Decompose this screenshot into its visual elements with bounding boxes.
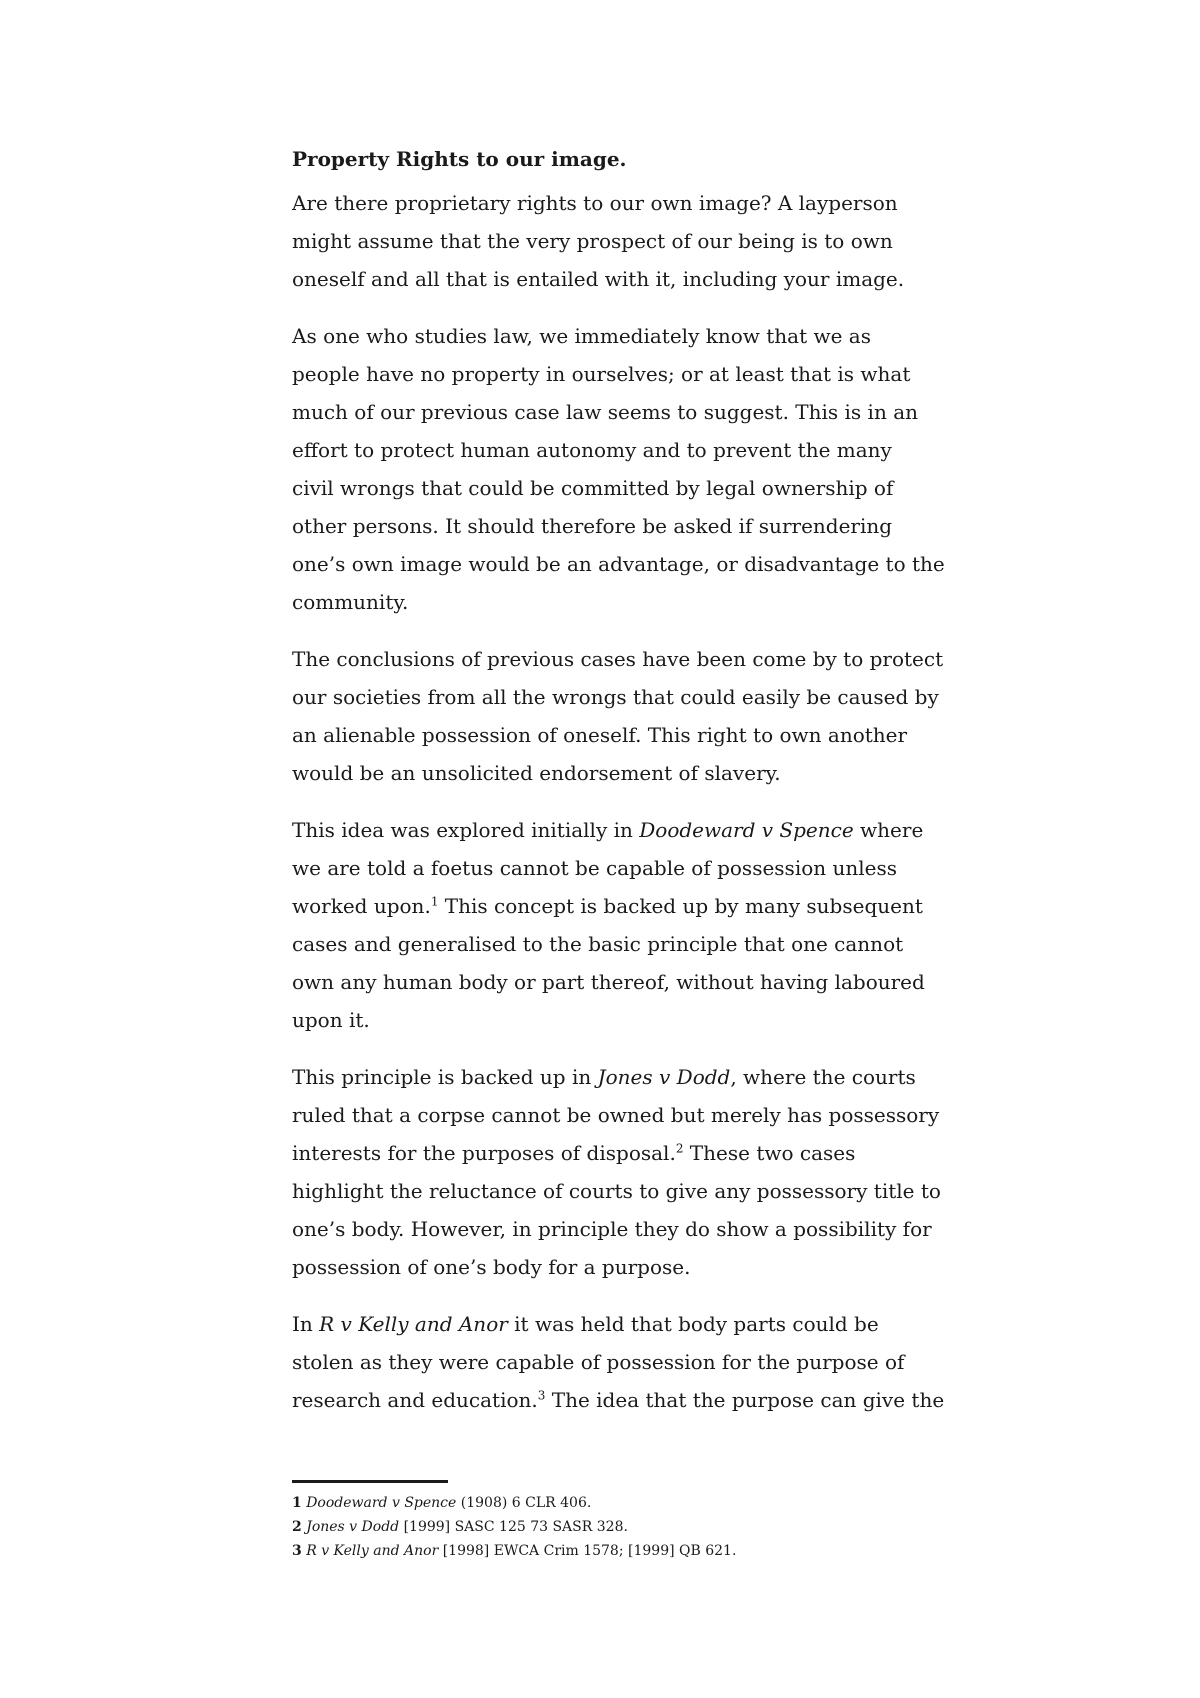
case-name: Jones v Dodd [597,1065,731,1089]
paragraph-1 [292,184,932,298]
text-segment: it was held that body parts could be [507,1312,879,1336]
text-line: would be an unsolicited endorsement of slavery. [292,761,781,785]
footnote-citation: [1999] SASC 125 73 SASR 328. [399,1519,628,1535]
text-segment: The idea that the purpose can give the [545,1388,945,1412]
text-line: people have no property in ourselves; or at least that is what [292,362,911,386]
footnote-case: Doodeward v Spence [306,1495,457,1511]
document-body [292,140,945,1419]
paragraph-3 [292,640,944,792]
text-line: The conclusions of previous cases have been come by to protect [292,647,944,671]
text-segment: where [853,818,924,842]
footnote-number: 2 [292,1519,302,1535]
text-line: As one who studies law, we immediately know that we as [292,324,871,348]
footnote-case: Jones v Dodd [306,1519,400,1535]
text-line: one’s own image would be an advantage, or disadvantage to the [292,552,945,576]
footnote-1 [292,1491,932,1515]
text-line: civil wrongs that could be committed by legal ownership of [292,476,894,500]
text-line: an alienable possession of oneself. This right to own another [292,723,908,747]
page-title: Property Rights to our image. [292,147,627,171]
text-segment: This concept is backed up by many subsequent [438,894,923,918]
text-line: effort to protect human autonomy and to prevent the many [292,438,892,462]
footnote-separator [292,1480,448,1483]
footnote-citation: (1908) 6 CLR 406. [456,1495,592,1511]
text-line: possession of one’s body for a purpose. [292,1255,691,1279]
text-line: ruled that a corpse cannot be owned but merely has possessory [292,1103,940,1127]
paragraph-2 [292,317,945,621]
footnote-3 [292,1539,932,1563]
footnote-citation: [1998] EWCA Crim 1578; [1999] QB 621. [438,1543,737,1559]
paragraph-6 [292,1305,945,1419]
text-segment: This idea was explored initially in [292,818,640,842]
text-line: other persons. It should therefore be asked if surrendering [292,514,893,538]
text-line [292,1305,932,1343]
text-segment: interests for the purposes of disposal. [292,1141,676,1165]
text-line: own any human body or part thereof, without having laboured [292,970,925,994]
footnote-number: 3 [292,1543,302,1559]
text-line [292,887,932,925]
footnotes [292,1491,932,1563]
text-line: cases and generalised to the basic principle that one cannot [292,932,904,956]
text-line: much of our previous case law seems to suggest. This is in an [292,400,918,424]
text-line [292,1058,932,1096]
text-line: community. [292,590,409,614]
text-line: oneself and all that is entailed with it, including your image. [292,267,905,291]
text-segment: research and education. [292,1388,538,1412]
footnote-ref-3[interactable]: 3 [537,1388,546,1403]
text-segment: worked upon. [292,894,431,918]
footnote-2 [292,1515,932,1539]
footnote-ref-2[interactable]: 2 [675,1141,684,1156]
footnote-number: 1 [292,1495,302,1511]
text-line: highlight the reluctance of courts to give any possessory title to [292,1179,941,1203]
text-segment: This principle is backed up in [292,1065,598,1089]
text-line [292,811,932,849]
text-line [292,1134,932,1172]
case-name: Doodeward v Spence [639,818,854,842]
text-line: might assume that the very prospect of our being is to own [292,229,893,253]
text-line: Are there proprietary rights to our own image? A layperson [292,191,898,215]
paragraph-5 [292,1058,941,1286]
footnote-case: R v Kelly and Anor [306,1543,439,1559]
text-line: one’s body. However, in principle they do show a possibility for [292,1217,932,1241]
text-line: stolen as they were capable of possession for the purpose of [292,1350,905,1374]
text-segment: These two cases [683,1141,856,1165]
text-segment: In [292,1312,320,1336]
paragraph-4 [292,811,932,1039]
case-name: R v Kelly and Anor [319,1312,508,1336]
text-line: our societies from all the wrongs that could easily be caused by [292,685,939,709]
footnote-ref-1[interactable]: 1 [430,894,439,909]
text-line: upon it. [292,1008,370,1032]
text-line: we are told a foetus cannot be capable of possession unless [292,856,898,880]
text-segment: , where the courts [730,1065,916,1089]
text-line [292,1381,945,1419]
